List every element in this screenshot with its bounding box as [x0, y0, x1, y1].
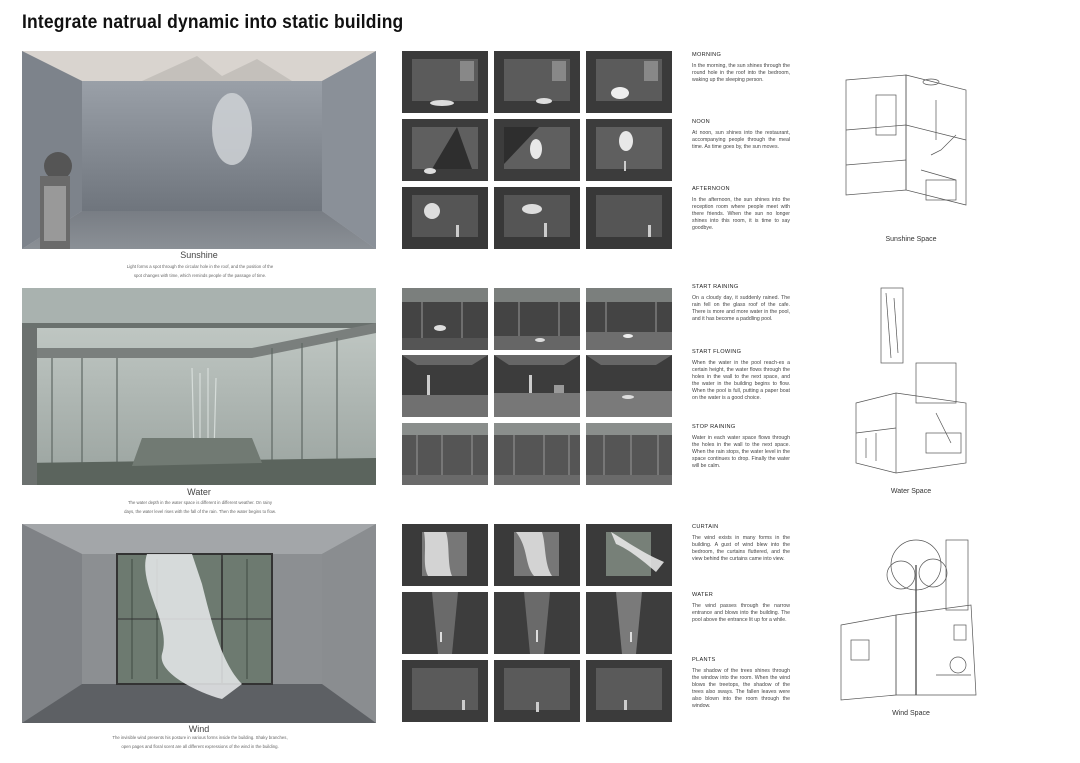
sunshine-morning-thumb-3 — [586, 51, 672, 113]
sunshine-space-sketch — [836, 70, 986, 230]
phase-text: The wind passes through the narrow entrance and blows into the building. The pool above the entrance lit up for a while. — [692, 603, 790, 623]
sunshine-hero-image — [22, 51, 376, 249]
phase-plants — [692, 657, 790, 710]
sunshine-hero-title: Sunshine — [180, 250, 218, 260]
sunshine-morning-thumb-2 — [494, 51, 580, 113]
phase-heading: START FLOWING — [692, 349, 742, 355]
phase-text: The wind exists in many forms in the building. A gust of wind blew into the bedroom, the curtains fluttered, and the view behind the curtains came into view. — [692, 535, 790, 562]
sunshine-noon-thumb-2 — [494, 119, 580, 181]
water-stop-thumb-2 — [494, 423, 580, 485]
sunshine-morning-thumb-1 — [402, 51, 488, 113]
water-rain-thumb-3 — [586, 288, 672, 350]
sunshine-space-label: Sunshine Space — [885, 236, 937, 243]
wind-hero-caption — [80, 733, 320, 751]
water-hero-title: Water — [187, 487, 211, 497]
sunshine-hero-caption — [95, 262, 305, 280]
phase-heading: START RAINING — [692, 284, 739, 290]
water-stop-thumb-1 — [402, 423, 488, 485]
caption-line: days, the water level rises with the fall of the rain. Then the water begins to flow. — [124, 509, 276, 514]
water-flow-thumb-1 — [402, 355, 488, 417]
phase-noon — [692, 119, 790, 151]
phase-heading: STOP RAINING — [692, 424, 736, 430]
sunshine-afternoon-thumb-2 — [494, 187, 580, 249]
caption-line: spot changes with time, which reminds people of the passage of time. — [133, 273, 267, 278]
phase-text: In the morning, the sun shines through the round hole in the roof into the bedroom, waking up the sleeping person. — [692, 63, 790, 83]
water-flow-thumb-2 — [494, 355, 580, 417]
phase-text: The shadow of the trees shines through the window into the room. When the wind blows the treetops, the shadow of the trees also sways. The fallen leaves were also blown into the room through the window. — [692, 668, 790, 709]
water-stop-thumb-3 — [586, 423, 672, 485]
phase-heading: MORNING — [692, 52, 722, 58]
phase-text: In the afternoon, the sun shines into the reception room where people meet with there friends. When the sun no longer shines into this room, it is time to say goodbye. — [692, 197, 790, 231]
wind-space-sketch — [836, 535, 986, 705]
sunshine-noon-thumb-3 — [586, 119, 672, 181]
phase-heading: NOON — [692, 119, 710, 125]
wind-curtain-thumb-3 — [586, 524, 672, 586]
water-hero-image — [22, 288, 376, 485]
water-hero-caption — [95, 498, 305, 516]
water-space-label: Water Space — [890, 488, 932, 495]
phase-text: Water in each water space flows through the holes in the wall to the next space. When the rain stops, the water level in the space continues to drop. Finally the water will be calm. — [692, 435, 790, 469]
wind-plants-thumb-2 — [494, 660, 580, 722]
phase-text: When the water in the pool reach-es a certain height, the water flows through the holes in the wall to the next space, and the water in the building begins to flow. When the pool is full, putting a paper boat on the water is a good choice. — [692, 360, 790, 401]
sunshine-afternoon-thumb-1 — [402, 187, 488, 249]
phase-curtain — [692, 524, 790, 563]
water-space-sketch — [836, 283, 986, 483]
phase-start-raining — [692, 284, 790, 323]
caption-line: open pages and floral scent are all different expressions of the wind in the building. — [121, 744, 279, 749]
wind-water-thumb-2 — [494, 592, 580, 654]
caption-line: The invisible wind presents his posture in various forms inside the building. Shaky branches, — [112, 735, 288, 740]
caption-line: The water depth in the water space is different in different weather. On rainy — [127, 500, 273, 505]
phase-heading: CURTAIN — [692, 524, 719, 530]
wind-curtain-thumb-1 — [402, 524, 488, 586]
phase-text: At noon, sun shines into the restaurant, accompanying people through the meal time. As time goes by, the sun moves. — [692, 130, 790, 150]
wind-curtain-thumb-2 — [494, 524, 580, 586]
wind-plants-thumb-1 — [402, 660, 488, 722]
phase-heading: PLANTS — [692, 657, 716, 663]
wind-water-thumb-1 — [402, 592, 488, 654]
wind-hero-title: Wind — [188, 724, 210, 734]
water-rain-thumb-2 — [494, 288, 580, 350]
page-title: Integrate natrual dynamic into static building — [22, 12, 404, 33]
phase-water — [692, 592, 790, 624]
wind-hero-image — [22, 524, 376, 723]
phase-start-flowing — [692, 349, 790, 402]
wind-space-label: Wind Space — [892, 710, 930, 717]
phase-stop-raining — [692, 424, 790, 470]
wind-plants-thumb-3 — [586, 660, 672, 722]
water-flow-thumb-3 — [586, 355, 672, 417]
phase-text: On a cloudy day, it suddenly rained. The rain fell on the glass roof of the cafe. There is more and more water in the pool, and it has become a paddling pool. — [692, 295, 790, 322]
wind-water-thumb-3 — [586, 592, 672, 654]
water-rain-thumb-1 — [402, 288, 488, 350]
caption-line: Light forms a spot through the circular hole in the roof, and the position of the — [126, 264, 274, 269]
phase-heading: WATER — [692, 592, 714, 598]
phase-morning — [692, 52, 790, 84]
phase-afternoon — [692, 186, 790, 232]
phase-heading: AFTERNOON — [692, 186, 730, 192]
sunshine-noon-thumb-1 — [402, 119, 488, 181]
sunshine-afternoon-thumb-3 — [586, 187, 672, 249]
